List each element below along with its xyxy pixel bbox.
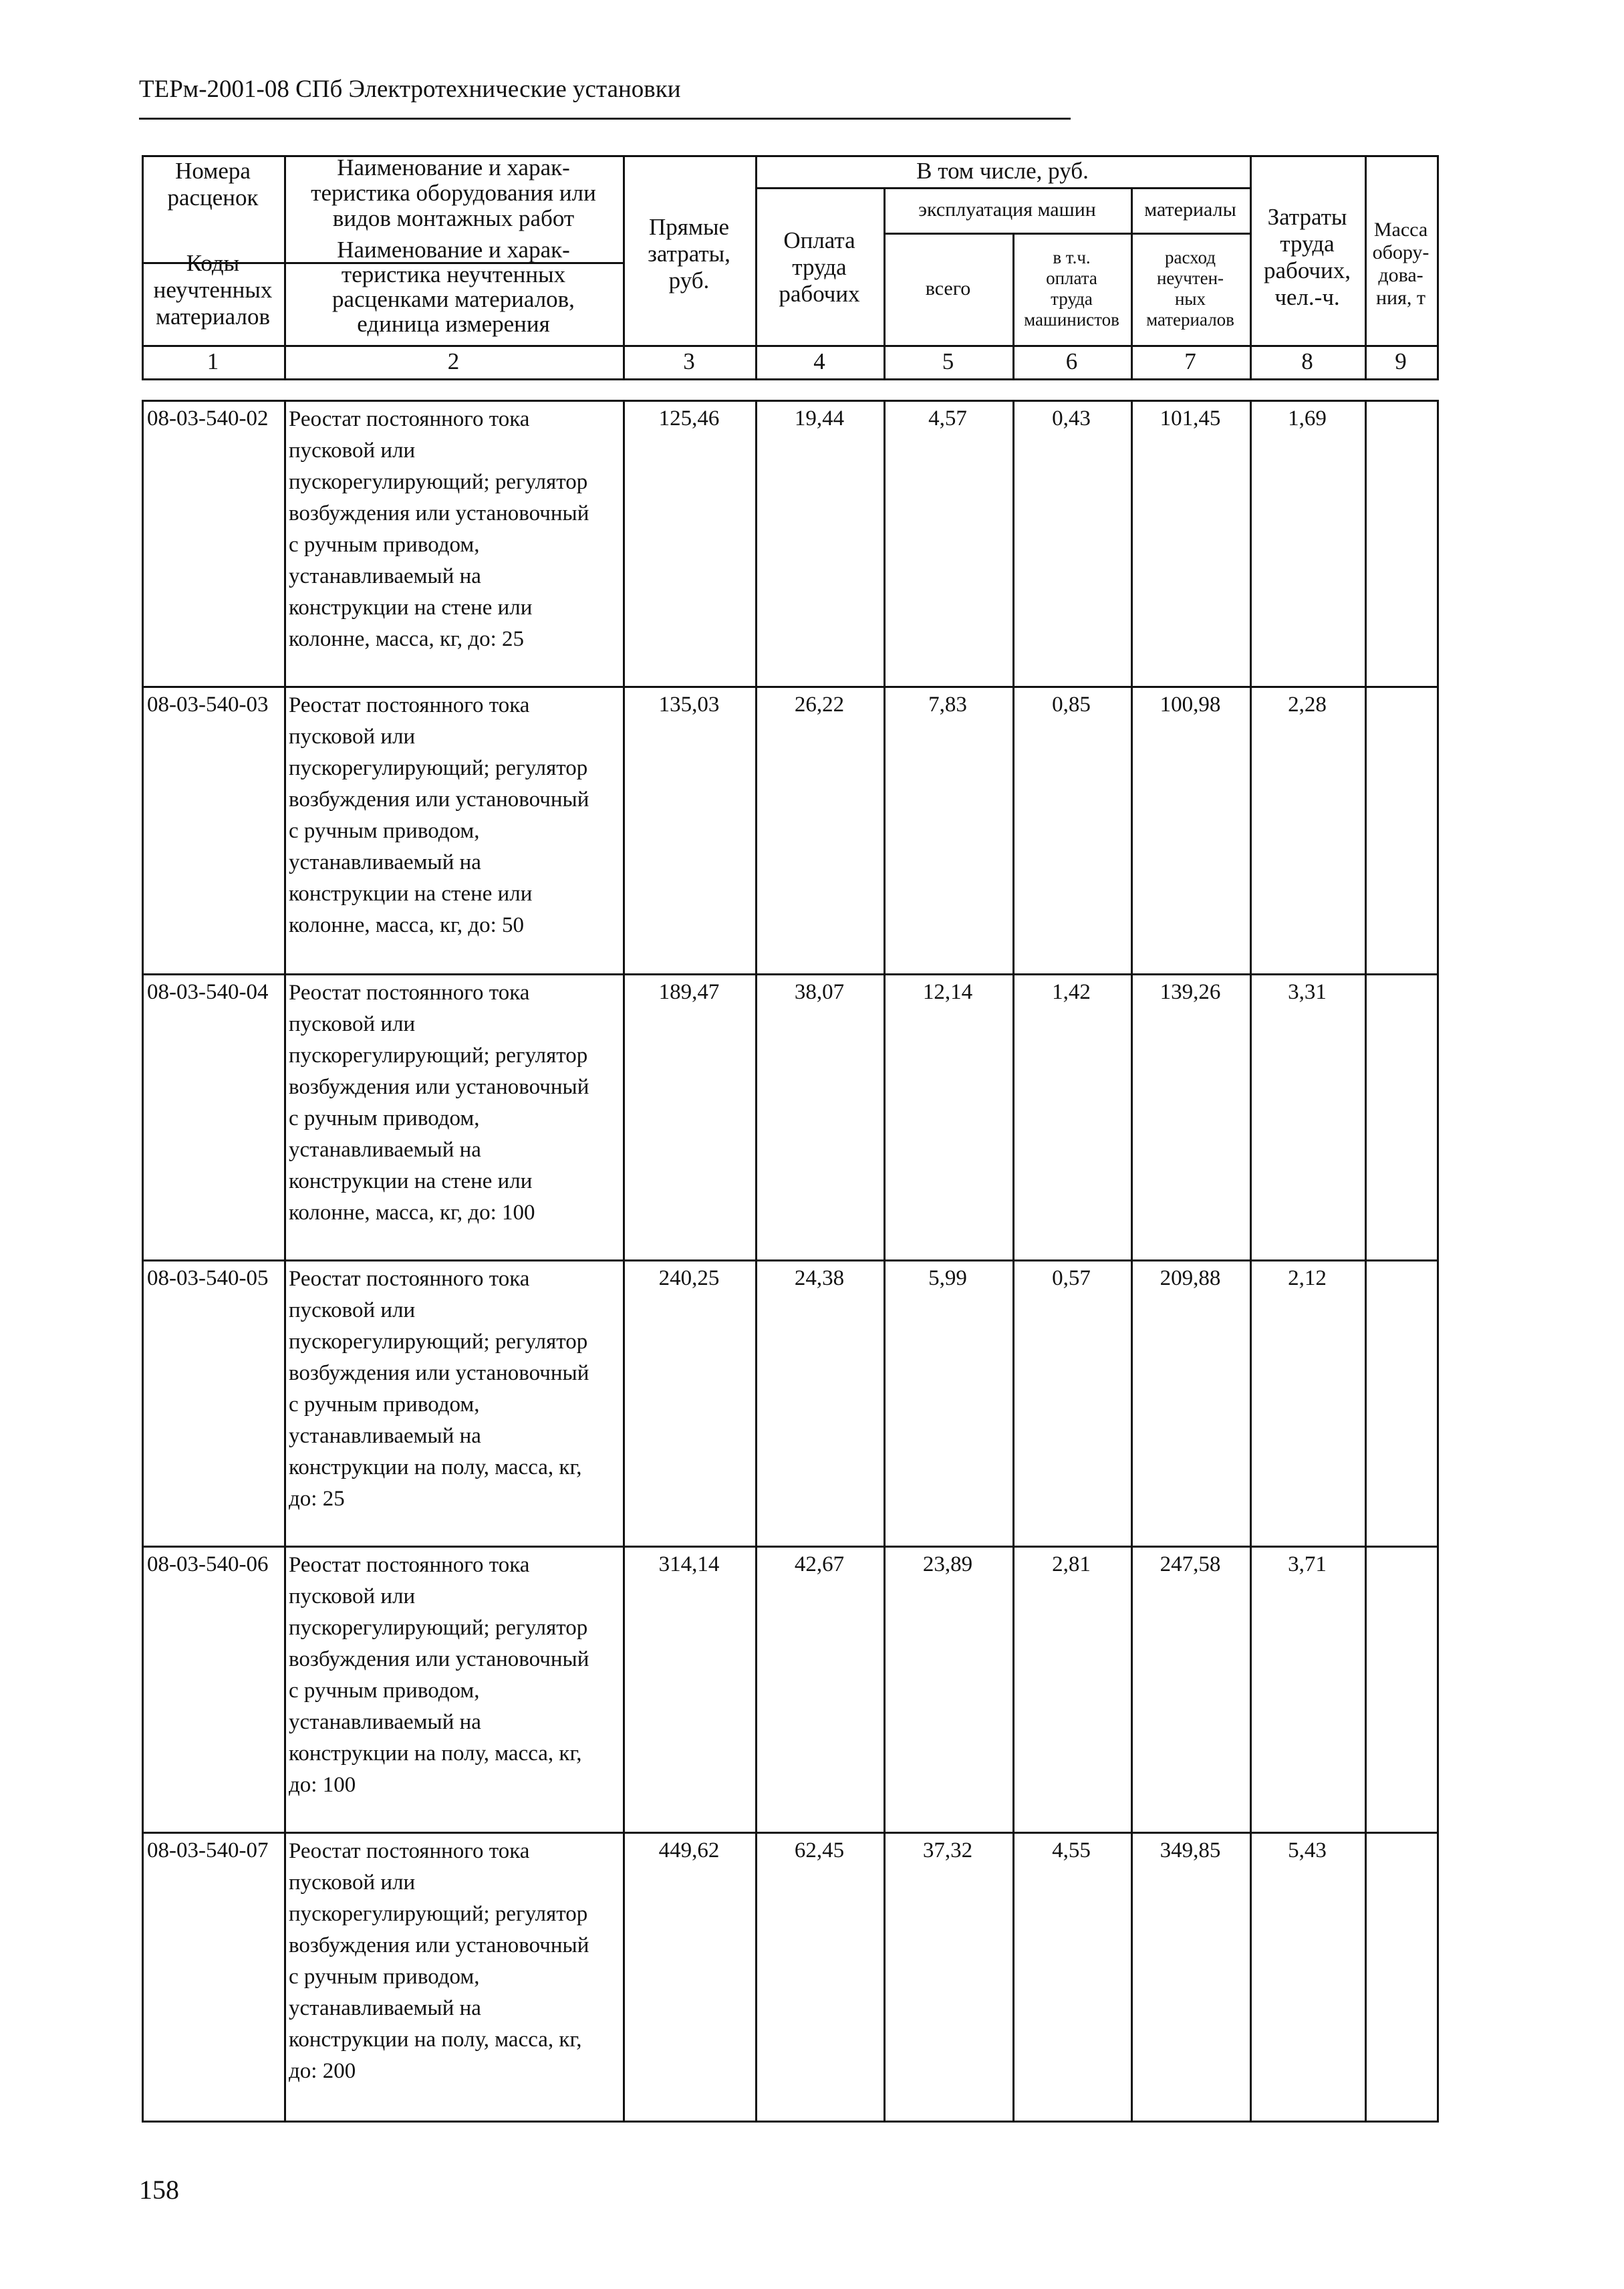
value-machines: 37,32: [922, 1838, 973, 1862]
value-machines: 23,89: [922, 1552, 973, 1576]
header-col5-line: всего: [925, 277, 971, 299]
description-line: до: 200: [289, 2059, 356, 2083]
value-hours: 1,69: [1288, 406, 1327, 431]
header-col-number-line: 7: [1184, 348, 1196, 374]
description-line: пускорегулирующий; регулятор: [289, 470, 588, 494]
value-hours: 3,31: [1288, 980, 1327, 1004]
description-line: Реостат постоянного тока: [289, 981, 530, 1005]
header-col-number: [884, 345, 1012, 378]
description-line: колонне, масса, кг, до: 25: [289, 627, 525, 651]
page-number: 158: [139, 2175, 179, 2205]
rate-code: 08-03-540-07: [147, 1838, 269, 1862]
description-line: возбуждения или установочный: [289, 1075, 589, 1099]
value-machinists: 4,55: [1052, 1838, 1091, 1862]
description-line: пусковой или: [289, 439, 416, 463]
header-col2-bottom-line: расценками материалов,: [332, 286, 575, 312]
header-col2-bottom-line: теристика неучтенных: [341, 261, 566, 287]
description-line: конструкции на полу, масса, кг,: [289, 1741, 582, 1766]
header-col2-bottom-line: Наименование и харак-: [337, 237, 570, 263]
value-hours: 3,71: [1288, 1552, 1327, 1576]
header-col1-bottom-line: Коды: [186, 250, 240, 276]
value-materials: 247,58: [1160, 1552, 1221, 1576]
header-col-number: [142, 345, 284, 378]
description-line: пускорегулирующий; регулятор: [289, 1616, 588, 1640]
header-col4: [755, 207, 884, 328]
rate-description: [289, 1550, 623, 1801]
table-column-line: [1365, 400, 1367, 2123]
header-col9: [1365, 194, 1437, 334]
header-col3-line: руб.: [668, 267, 710, 293]
header-col2-top-line: теристика оборудования или: [311, 180, 596, 206]
header-col8-line: труда: [1280, 231, 1335, 257]
description-line: устанавливаемый на: [289, 1996, 481, 2020]
value-labor: 26,22: [794, 693, 845, 717]
description-line: пускорегулирующий; регулятор: [289, 1902, 588, 1926]
header-col-number-line: 3: [683, 348, 695, 374]
header-col7-line: материалов: [1146, 310, 1234, 330]
header-col8-line: рабочих,: [1263, 257, 1351, 283]
description-line: Реостат постоянного тока: [289, 1553, 530, 1577]
header-col4-line: рабочих: [779, 281, 860, 307]
header-col-number-line: 8: [1301, 348, 1313, 374]
value-machines: 4,57: [928, 406, 967, 431]
rate-code: 08-03-540-05: [147, 1266, 269, 1290]
table-column-line: [284, 400, 286, 2123]
header-col9-line: ния, т: [1375, 287, 1426, 309]
description-line: Реостат постоянного тока: [289, 1839, 530, 1863]
header-col6-line: оплата: [1046, 268, 1097, 288]
description-line: с ручным приводом,: [289, 1679, 480, 1703]
description-line: возбуждения или установочный: [289, 788, 589, 812]
description-line: возбуждения или установочный: [289, 1933, 589, 1957]
header-col9-line: дова-: [1378, 264, 1424, 286]
header-col-number-line: 9: [1395, 348, 1407, 374]
header-group: [755, 155, 1250, 187]
description-line: устанавливаемый на: [289, 850, 481, 874]
header-machines-line: эксплуатация машин: [918, 199, 1096, 221]
value-machines: 5,99: [928, 1266, 967, 1290]
value-direct: 449,62: [658, 1838, 720, 1862]
description-line: конструкции на стене или: [289, 1169, 533, 1193]
header-col6: [1012, 233, 1131, 345]
header-col1-bottom: [142, 235, 284, 345]
header-col7-line: неучтен-: [1156, 268, 1224, 288]
table-column-line: [1012, 400, 1014, 2123]
description-line: с ручным приводом,: [289, 533, 480, 557]
value-direct: 314,14: [658, 1552, 720, 1576]
header-col7: [1131, 233, 1250, 345]
value-hours: 2,12: [1288, 1266, 1327, 1290]
header-col-line: [1437, 155, 1439, 380]
rate-code: 08-03-540-02: [147, 406, 269, 431]
value-hours: 5,43: [1288, 1838, 1327, 1862]
table-body-bottom-border: [142, 2121, 1439, 2123]
description-line: пусковой или: [289, 1298, 416, 1322]
description-line: Реостат постоянного тока: [289, 407, 530, 431]
value-labor: 62,45: [794, 1838, 845, 1862]
description-line: колонне, масса, кг, до: 50: [289, 913, 525, 937]
header-col7-line: расход: [1164, 247, 1216, 267]
description-line: Реостат постоянного тока: [289, 693, 530, 717]
header-col-number-line: 4: [813, 348, 825, 374]
header-col-number: [1365, 345, 1437, 378]
header-col3: [623, 194, 755, 314]
description-line: устанавливаемый на: [289, 1424, 481, 1448]
header-col-number: [1250, 345, 1365, 378]
header-col-number: [755, 345, 884, 378]
header-col2-bottom-line: единица измерения: [357, 311, 550, 337]
header-number-row-border: [142, 378, 1439, 380]
description-line: с ручным приводом,: [289, 1965, 480, 1989]
value-labor: 19,44: [794, 406, 845, 431]
header-col3-line: Прямые: [648, 214, 730, 240]
table-row-divider: [142, 1546, 1439, 1548]
description-line: возбуждения или установочный: [289, 1647, 589, 1671]
header-col1-top-line: расценок: [167, 185, 259, 211]
header-col6-line: в т.ч.: [1053, 247, 1091, 267]
description-line: возбуждения или установочный: [289, 1361, 589, 1385]
table-column-line: [1437, 400, 1439, 2123]
header-machines: [884, 187, 1131, 233]
value-machinists: 0,57: [1052, 1266, 1091, 1290]
header-col3-line: затраты,: [648, 241, 730, 267]
table-row-divider: [142, 1259, 1439, 1261]
rate-description: [289, 690, 623, 941]
header-col-number: [284, 345, 623, 378]
value-direct: 125,46: [658, 406, 720, 431]
description-line: пускорегулирующий; регулятор: [289, 756, 588, 780]
description-line: Реостат постоянного тока: [289, 1267, 530, 1291]
description-line: устанавливаемый на: [289, 1138, 481, 1162]
header-col5: [884, 233, 1012, 345]
description-line: с ручным приводом,: [289, 819, 480, 843]
header-col6-line: машинистов: [1024, 310, 1119, 330]
description-line: колонне, масса, кг, до: 100: [289, 1201, 535, 1225]
header-col8: [1250, 180, 1365, 334]
description-line: пусковой или: [289, 1871, 416, 1895]
value-machines: 12,14: [922, 980, 973, 1004]
rate-description: [289, 1836, 623, 2087]
value-materials: 100,98: [1160, 693, 1221, 717]
value-labor: 38,07: [794, 980, 845, 1004]
description-line: до: 25: [289, 1487, 345, 1511]
header-col-number-line: 5: [942, 348, 954, 374]
header-col8-line: Затраты: [1267, 204, 1347, 230]
rate-description: [289, 1263, 623, 1515]
header-materials-line: материалы: [1144, 199, 1236, 221]
table-column-line: [1131, 400, 1133, 2123]
rate-description: [289, 977, 623, 1229]
value-machinists: 2,81: [1052, 1552, 1091, 1576]
header-col2-top-line: Наименование и харак-: [337, 154, 570, 180]
description-line: с ручным приводом,: [289, 1106, 480, 1130]
description-line: с ручным приводом,: [289, 1393, 480, 1417]
table-row-divider: [142, 973, 1439, 975]
header-col1-top-line: Номера: [175, 158, 251, 184]
description-line: пусковой или: [289, 1012, 416, 1036]
description-line: до: 100: [289, 1773, 356, 1797]
table-column-line: [1250, 400, 1252, 2123]
description-line: пусковой или: [289, 1584, 416, 1608]
header-col-number-line: 1: [207, 348, 219, 374]
header-col1-bottom-line: неучтенных: [153, 277, 273, 303]
value-direct: 135,03: [658, 693, 720, 717]
header-col2-bottom: [284, 229, 623, 345]
header-col4-line: Оплата: [783, 227, 855, 253]
header-col2-top-line: видов монтажных работ: [332, 205, 575, 231]
header-materials: [1131, 187, 1250, 233]
table-row-divider: [142, 686, 1439, 688]
description-line: конструкции на стене или: [289, 596, 533, 620]
value-materials: 101,45: [1160, 406, 1221, 431]
header-col-number: [1012, 345, 1131, 378]
table-row-divider: [142, 1832, 1439, 1834]
rate-description: [289, 404, 623, 655]
description-line: пускорегулирующий; регулятор: [289, 1044, 588, 1068]
header-col9-line: Масса: [1373, 219, 1428, 241]
rate-code: 08-03-540-03: [147, 693, 269, 717]
value-materials: 139,26: [1160, 980, 1221, 1004]
value-machinists: 0,85: [1052, 693, 1091, 717]
header-col9-line: обору-: [1372, 241, 1430, 263]
value-hours: 2,28: [1288, 693, 1327, 717]
value-machinists: 0,43: [1052, 406, 1091, 431]
header-col1-bottom-line: материалов: [156, 304, 270, 330]
description-line: конструкции на полу, масса, кг,: [289, 1455, 582, 1479]
header-col4-line: труда: [792, 254, 847, 280]
rate-code: 08-03-540-06: [147, 1552, 269, 1576]
document-title: ТЕРм-2001-08 СПб Электротехнические установки: [139, 76, 681, 103]
header-group-line: В том числе, руб.: [916, 158, 1089, 184]
header-col6-line: труда: [1051, 289, 1093, 309]
description-line: устанавливаемый на: [289, 564, 481, 588]
table-column-line: [142, 400, 144, 2123]
title-rule: [139, 118, 1071, 120]
description-line: пусковой или: [289, 725, 416, 749]
table-column-line: [623, 400, 625, 2123]
table-body-top-border: [142, 400, 1439, 402]
value-machines: 7,83: [928, 693, 967, 717]
header-col7-line: ных: [1174, 289, 1206, 309]
rate-code: 08-03-540-04: [147, 980, 269, 1004]
description-line: пускорегулирующий; регулятор: [289, 1330, 588, 1354]
description-line: конструкции на полу, масса, кг,: [289, 2028, 582, 2052]
header-col-number: [623, 345, 755, 378]
value-machinists: 1,42: [1052, 980, 1091, 1004]
header-col-number: [1131, 345, 1250, 378]
header-col-number-line: 2: [447, 348, 460, 374]
table-column-line: [884, 400, 886, 2123]
value-labor: 24,38: [794, 1266, 845, 1290]
description-line: возбуждения или установочный: [289, 501, 589, 525]
value-labor: 42,67: [794, 1552, 845, 1576]
table-column-line: [755, 400, 757, 2123]
header-col-number-line: 6: [1065, 348, 1078, 374]
header-col8-line: чел.-ч.: [1274, 284, 1340, 310]
value-materials: 349,85: [1160, 1838, 1221, 1862]
value-direct: 189,47: [658, 980, 720, 1004]
value-materials: 209,88: [1160, 1266, 1221, 1290]
value-direct: 240,25: [658, 1266, 720, 1290]
description-line: устанавливаемый на: [289, 1710, 481, 1734]
description-line: конструкции на стене или: [289, 882, 533, 906]
